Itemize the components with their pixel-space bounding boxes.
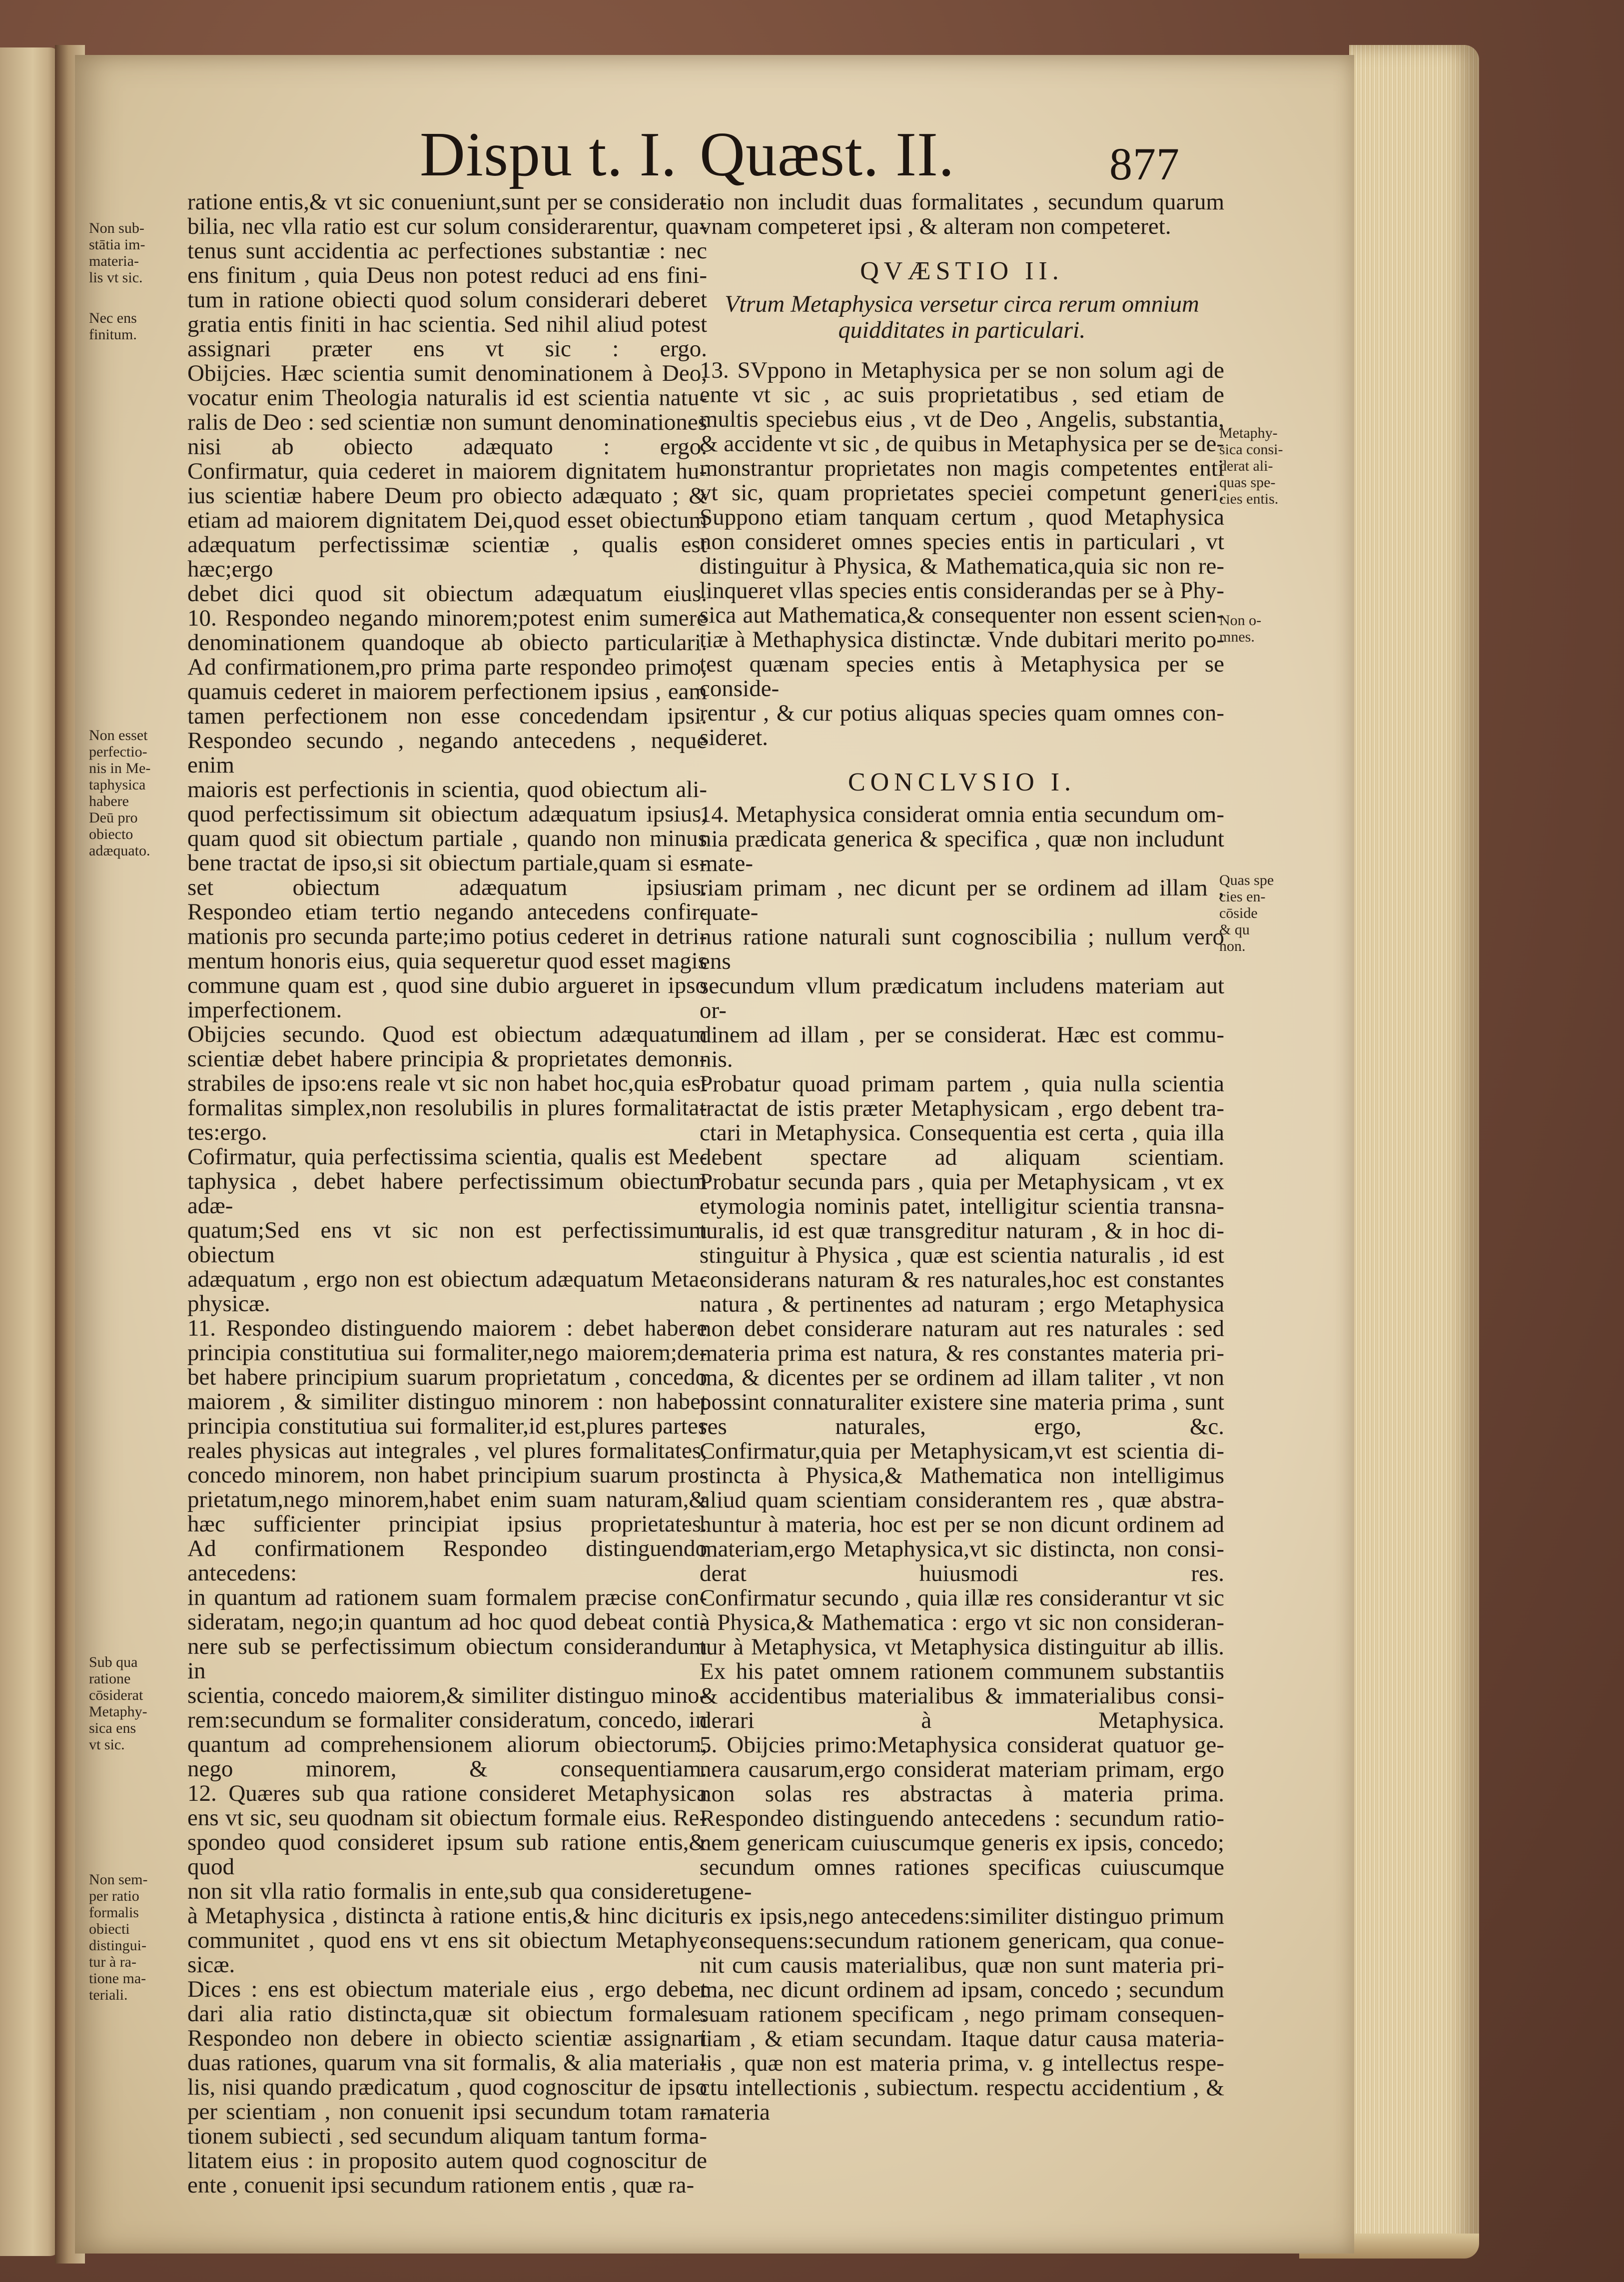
conclusion-heading: CONCLVSIO I. <box>847 768 1076 796</box>
conclusion-body-line: ctari in Metaphysica. Consequentia est certa , quia illa <box>700 1120 1224 1146</box>
left-column-line: quantum ad comprehensionem aliorum obiectorum, <box>187 1731 707 1757</box>
question-heading: QVÆSTIO II. <box>860 257 1064 285</box>
left-column-line: per scientiam , non conuenit ipsi secundum totam ra- <box>187 2099 707 2125</box>
question-body-line: 13. SVppono in Metaphysica per se non solum agi de <box>700 357 1224 383</box>
left-column-line: taphysica , debet habere perfectissimum obiectum adæ- <box>187 1168 707 1219</box>
left-column-line: maiorem , & similiter distinguo minorem : non habet <box>187 1389 707 1415</box>
right-column-intro <box>700 190 1224 239</box>
left-column-line: 12. Quæres sub qua ratione consideret Metaphysica <box>187 1780 707 1806</box>
left-column-line: quamuis cederet in maiorem perfectionem ipsius , eam <box>187 679 707 705</box>
left-column-line: in quantum ad rationem suam formalem præcise con- <box>187 1584 707 1610</box>
conclusion-body-line: aliud quam scientiam considerantem res , quæ abstra- <box>700 1487 1224 1513</box>
left-column-line: set obiectum adæquatum ipsius. <box>187 874 707 900</box>
left-column-line: scientiæ debet habere principia & proprietates demon- <box>187 1046 707 1072</box>
left-column-line: Respondeo non debere in obiecto scientiæ assignari <box>187 2025 707 2051</box>
left-column-line: Respondeo etiam tertio negando antecedens confir- <box>187 899 707 925</box>
conclusion-body-line: dinem ad illam , per se considerat. Hæc est commu- <box>700 1022 1224 1048</box>
left-column-line: nego minorem, & consequentiam. <box>187 1756 707 1782</box>
margin-note-left-5: Non sem- per ratio formalis obiecti distingui- tur à ra- tione ma- teriali. <box>89 1871 148 2003</box>
left-column-line: nere sub se perfectissimum obiectum considerandum in <box>187 1633 707 1684</box>
left-column-line: principia constitutiua sui formaliter,id est,plures partes <box>187 1413 707 1439</box>
question-body-line: ente vt sic , ac suis proprietatibus , sed etiam de <box>700 382 1224 408</box>
left-column-line: non sit vlla ratio formalis in ente,sub qua consideretur <box>187 1878 707 1904</box>
left-column-line: Cofirmatur, quia perfectissima scientia, qualis est Me- <box>187 1144 707 1170</box>
conclusion-body-line: considerans naturam & res naturales,hoc est constantes <box>700 1267 1224 1293</box>
conclusion-body-line: tractat de istis præter Metaphysicam , ergo debent tra- <box>700 1095 1224 1121</box>
conclusion-body-line: derat huiusmodi res. <box>700 1560 1224 1586</box>
right-text-column <box>700 190 1224 2125</box>
left-column-line: bene tractat de ipso,si sit obiectum partiale,quam si es- <box>187 850 707 876</box>
left-column-line: reales physicas aut integrales , vel plures formalitates, <box>187 1438 707 1464</box>
page-number: 877 <box>1109 138 1180 189</box>
conclusion-body-line: & accidentibus materialibus & immaterialibus consi- <box>700 1683 1224 1709</box>
left-column-line: tum in ratione obiecti quod solum considerari deberet <box>187 287 707 313</box>
left-column-line: denominationem quandoque ab obiecto particulari. <box>187 630 707 656</box>
left-column-line: quam quod sit obiectum partiale , quando non minus <box>187 825 707 851</box>
margin-note-left-3: Non esset perfectio- nis in Me- taphysica habere Deū pro obiecto adæquato. <box>89 727 151 859</box>
left-column-line: litatem eius : in proposito autem quod cognoscitur de <box>187 2148 707 2174</box>
conclusion-body-line: Confirmatur,quia per Metaphysicam,vt est scientia di- <box>700 1438 1224 1464</box>
running-head-question: Quæst. II. <box>700 120 955 189</box>
left-column-line: prietatum,nego minorem,habet enim suam naturam,& <box>187 1487 707 1513</box>
left-text-column <box>187 190 707 2198</box>
left-column-line: tamen perfectionem non esse concedendam ipsi. <box>187 703 707 729</box>
conclusion-body-line: stincta à Physica,& Mathematica non intelligimus <box>700 1463 1224 1489</box>
conclusion-body-line: possint connaturaliter existere sine materia prima , sunt <box>700 1389 1224 1415</box>
left-column-line: dari alia ratio distincta,quæ sit obiectum formale. <box>187 2001 707 2027</box>
left-column-line: vocatur enim Theologia naturalis id est scientia natu- <box>187 385 707 411</box>
conclusion-body <box>700 802 1224 2125</box>
conclusion-body-line: ris ex ipsis,nego antecedens:similiter distinguo primum <box>700 1903 1224 1929</box>
left-column-line: quod perfectissimum sit obiectum adæquatum ipsius, <box>187 801 707 827</box>
left-column-line: nisi ab obiecto adæquato : ergo. <box>187 434 707 460</box>
margin-note-left-4: Sub qua ratione cōsiderat Metaphy- sica ens vt sic. <box>89 1654 147 1753</box>
conclusion-body-line: nia prædicata generica & specifica , quæ non includunt mate- <box>700 826 1224 876</box>
margin-note-left-1: Non sub- stātia im- materia- lis vt sic. <box>89 220 145 286</box>
conclusion-body-line: Probatur quoad primam partem , quia nulla scientia <box>700 1071 1224 1097</box>
left-column-line: duas rationes, quarum vna sit formalis, & alia materia- <box>187 2050 707 2076</box>
left-column-line: tionem subiecti , sed secundum aliquam tantum forma- <box>187 2123 707 2149</box>
conclusion-body-line: Ex his patet omnem rationem communem substantiis <box>700 1658 1224 1684</box>
left-column-line: quatum;Sed ens vt sic non est perfectissimum obiectum <box>187 1217 707 1268</box>
left-column-line: ens vt sic, seu quodnam sit obiectum formale eius. Re- <box>187 1805 707 1831</box>
page-block-edge <box>1349 45 1479 2254</box>
left-column-line: ente , conuenit ipsi secundum rationem entis , quæ ra- <box>187 2172 695 2198</box>
question-body-line: multis speciebus eius , vt de Deo , Angelis, substantia, <box>700 406 1224 432</box>
running-head-disputation: Dispu t. I. <box>420 120 677 189</box>
question-title: Vtrum Metaphysica versetur circa rerum omnium quidditates in particulari. <box>725 291 1199 343</box>
conclusion-body-line: riam primam , nec dicunt per se ordinem ad illam , quate- <box>700 875 1224 925</box>
conclusion-body-line: Confirmatur secundo , quia illæ res considerantur vt sic <box>700 1585 1224 1611</box>
conclusion-body-line: nus ratione naturali sunt cognoscibilia ; nullum vero ens <box>700 924 1224 974</box>
left-column-line: sideratam, nego;in quantum ad hoc quod debeat conti- <box>187 1609 707 1635</box>
left-column-line: gratia entis finiti in hac scientia. Sed nihil aliud potest <box>187 311 707 337</box>
left-column-line: tenus sunt accidentia ac perfectiones substantiæ : nec <box>187 238 707 264</box>
left-column-line: tes:ergo. <box>187 1119 267 1145</box>
left-column-line: hæc sufficienter principiat ipsius proprietates. <box>187 1511 707 1537</box>
conclusion-body-line: lis , quæ non est materia prima, v. g intellectus respe- <box>700 2050 1224 2076</box>
left-column-line: formalitas simplex,non resolubilis in plures formalita- <box>187 1095 707 1121</box>
conclusion-body-line: non solas res abstractas à materia prima. <box>700 1781 1224 1807</box>
conclusion-body-line: materia prima est natura, & res constantes materia pri- <box>700 1340 1224 1366</box>
question-body-line: tiæ à Methaphysica distinctæ. Vnde dubitari merito po- <box>700 627 1224 653</box>
left-column-line: etiam ad maiorem dignitatem Dei,quod esset obiectum <box>187 507 707 533</box>
conclusion-body-line: res naturales, ergo, &c. <box>700 1414 1224 1440</box>
question-body-line: & accidente vt sic , de quibus in Metaphysica per se de- <box>700 431 1224 457</box>
left-column-line: communitet , quod ens vt ens sit obiectum Metaphy- <box>187 1927 707 1953</box>
left-column-line: scientia, concedo maiorem,& similiter distinguo mino- <box>187 1682 707 1708</box>
question-body-line: sica aut Mathematica,& consequenter non essent scien- <box>700 602 1224 628</box>
left-column-line: maioris est perfectionis in scientia, quod obiectum ali- <box>187 776 707 802</box>
conclusion-body-line: derari à Metaphysica. <box>700 1707 1224 1733</box>
conclusion-body-line: nera causarum,ergo considerat materiam primam, ergo <box>700 1756 1224 1782</box>
left-page-edge <box>0 47 60 2256</box>
question-body-line: test quænam species entis à Metaphysica per se conside- <box>700 651 1224 702</box>
conclusion-body-line: non debet considerare naturam aut res naturales : sed <box>700 1316 1224 1342</box>
conclusion-body-line: Probatur secunda pars , quia per Metaphysicam , vt ex <box>700 1169 1224 1195</box>
conclusion-body-line: tur à Metaphysica, vt Metaphysica distinguitur ab illis. <box>700 1634 1224 1660</box>
left-column-line: debet dici quod sit obiectum adæquatum eius. <box>187 581 707 607</box>
right-intro-line: vnam competeret ipsi , & alteram non competeret. <box>700 213 1171 239</box>
conclusion-body-line: ctu intellectionis , subiectum. respectu accidentium , & <box>700 2075 1224 2101</box>
question-body-line: rentur , & cur potius aliquas species quam omnes con- <box>700 700 1224 726</box>
conclusion-body-line: debent spectare ad aliquam scientiam. <box>700 1144 1224 1170</box>
conclusion-body-line: etymologia nominis patet, intelligitur scientia transna- <box>700 1193 1224 1219</box>
margin-note-right-3: Quas spe cies en- cōside & qu non. <box>1219 872 1274 954</box>
left-column-line: imperfectionem. <box>187 997 342 1023</box>
conclusion-body-line: ma, & dicentes per se ordinem ad illam taliter , vt non <box>700 1365 1224 1391</box>
conclusion-body-line: turalis, id est quæ transgreditur naturam , & in hoc di- <box>700 1218 1224 1244</box>
question-body-line: Suppono etiam tanquam certum , quod Metaphysica <box>700 504 1224 530</box>
conclusion-body-line: à Physica,& Mathematica : ergo vt sic non consideran- <box>700 1609 1224 1635</box>
left-column-line: rem:secundum se formaliter consideratum, concedo, in <box>187 1707 707 1733</box>
left-column-line: à Metaphysica , distincta à ratione entis,& hinc dicitur <box>187 1903 707 1929</box>
left-column-line: concedo minorem, non habet principium suarum pro- <box>187 1462 707 1488</box>
left-column-line: mentum honoris eius, quia sequeretur quod esset magis <box>187 948 707 974</box>
margin-note-right-1: Metaphy- sica consi- derat ali- quas spe- cies entis. <box>1219 425 1283 507</box>
left-column-line: Obijcies secundo. Quod est obiectum adæquatum <box>187 1021 707 1047</box>
left-column-line: Ad confirmationem,pro prima parte respondeo primo, <box>187 654 707 680</box>
conclusion-body-line: 5. Obijcies primo:Metaphysica considerat quatuor ge- <box>700 1732 1224 1758</box>
conclusion-body-line: materia <box>700 2099 770 2125</box>
left-column-line: adæquatum , ergo non est obiectum adæquatum Meta- <box>187 1266 707 1292</box>
left-column-line: physicæ. <box>187 1291 270 1317</box>
conclusion-body-line: secundum vllum prædicatum includens materiam aut or- <box>700 973 1224 1023</box>
left-column-line: Respondeo secundo , negando antecedens , neque enim <box>187 728 707 778</box>
question-body-line: vt sic, quam proprietates speciei competunt generi. <box>700 480 1224 506</box>
conclusion-body-line: secundum omnes rationes specificas cuiuscumque gene- <box>700 1854 1224 1905</box>
left-column-line: Dices : ens est obiectum materiale eius , ergo debet <box>187 1976 707 2002</box>
margin-note-left-2: Nec ens finitum. <box>89 310 137 343</box>
left-column-line: 11. Respondeo distinguendo maiorem : debet habere <box>187 1315 707 1341</box>
left-column-line: Obijcies. Hæc scientia sumit denominationem à Deo, <box>187 360 707 386</box>
left-column-line: ens finitum , quia Deus non potest reduci ad ens fini- <box>187 262 707 288</box>
conclusion-body-line: natura , & pertinentes ad naturam ; ergo Metaphysica <box>700 1291 1224 1317</box>
left-column-line: ius scientiæ habere Deum pro obiecto adæquato ; & <box>187 483 707 509</box>
conclusion-body-line: suam rationem specificam , nego primam consequen- <box>700 2001 1224 2027</box>
question-body-line: sideret. <box>700 725 769 751</box>
running-head <box>420 120 1199 190</box>
left-column-line: commune quam est , quod sine dubio argueret in ipso <box>187 972 707 998</box>
left-column-line: bet habere principium suarum proprietatum , concedo <box>187 1364 707 1390</box>
right-intro-line: tio non includit duas formalitates , secundum quarum <box>700 189 1224 215</box>
question-body-line: non consideret omnes species entis in particulari , vt <box>700 529 1224 555</box>
left-column-line: strabiles de ipso:ens reale vt sic non habet hoc,quia est <box>187 1070 707 1096</box>
left-column-line: principia constitutiua sui formaliter,nego maiorem;de- <box>187 1340 707 1366</box>
left-column-line: mationis pro secunda parte;imo potius cederet in detri- <box>187 923 707 949</box>
conclusion-body-line: nis. <box>700 1046 733 1072</box>
conclusion-body-line: nem genericam cuiuscumque generis ex ipsis, concedo; <box>700 1830 1224 1856</box>
conclusion-body-line: Respondeo distinguendo antecedens : secundum ratio- <box>700 1805 1224 1831</box>
question-body <box>700 358 1224 750</box>
question-body-line: distinguitur à Physica, & Mathematica,quia sic non re- <box>700 553 1224 579</box>
conclusion-body-line: ma, nec dicunt ordinem ad ipsam, concedo ; secundum <box>700 1977 1224 2003</box>
conclusion-body-line: tiam , & etiam secundam. Itaque datur causa materia- <box>700 2026 1224 2052</box>
left-column-line: adæquatum perfectissimæ scientiæ , qualis est hæc;ergo <box>187 532 707 582</box>
left-column-line: ralis de Deo : sed scientiæ non sumunt denominationes <box>187 409 707 435</box>
left-column-line: Ad confirmationem Respondeo distinguendo antecedens: <box>187 1535 707 1586</box>
conclusion-body-line: 14. Metaphysica considerat omnia entia secundum om- <box>700 801 1224 827</box>
conclusion-body-line: nit cum causis materialibus, quæ non sunt materia pri- <box>700 1952 1224 1978</box>
left-column-line: lis, nisi quando prædicatum , quod cognoscitur de ipso <box>187 2074 707 2100</box>
left-column-line: spondeo quod consideret ipsum sub ratione entis,& quod <box>187 1829 707 1880</box>
conclusion-body-line: materiam,ergo Metaphysica,vt sic distincta, non consi- <box>700 1536 1224 1562</box>
conclusion-body-line: stinguitur à Physica , quæ est scientia naturalis , id est <box>700 1242 1224 1268</box>
margin-note-right-2: Non o- mnes. <box>1219 612 1262 645</box>
left-column-line: Confirmatur, quia cederet in maiorem dignitatem hu- <box>187 458 707 484</box>
left-column-line: 10. Respondeo negando minorem;potest enim sumere <box>187 605 707 631</box>
conclusion-body-line: huntur à materia, hoc est per se non dicunt ordinem ad <box>700 1512 1224 1537</box>
question-body-line: monstrantur proprietates non magis competentes enti <box>700 455 1224 481</box>
left-column-line: assignari præter ens vt sic : ergo. <box>187 336 707 362</box>
question-body-line: linqueret vllas species entis considerandas per se à Phy- <box>700 578 1224 604</box>
left-column-line: ratione entis,& vt sic conueniunt,sunt per se considera- <box>187 189 707 215</box>
conclusion-body-line: consequens:secundum rationem genericam, qua conue- <box>700 1928 1224 1954</box>
left-column-line: bilia, nec vlla ratio est cur solum considerarentur, qua- <box>187 213 707 239</box>
left-column-line: sicæ. <box>187 1952 235 1978</box>
